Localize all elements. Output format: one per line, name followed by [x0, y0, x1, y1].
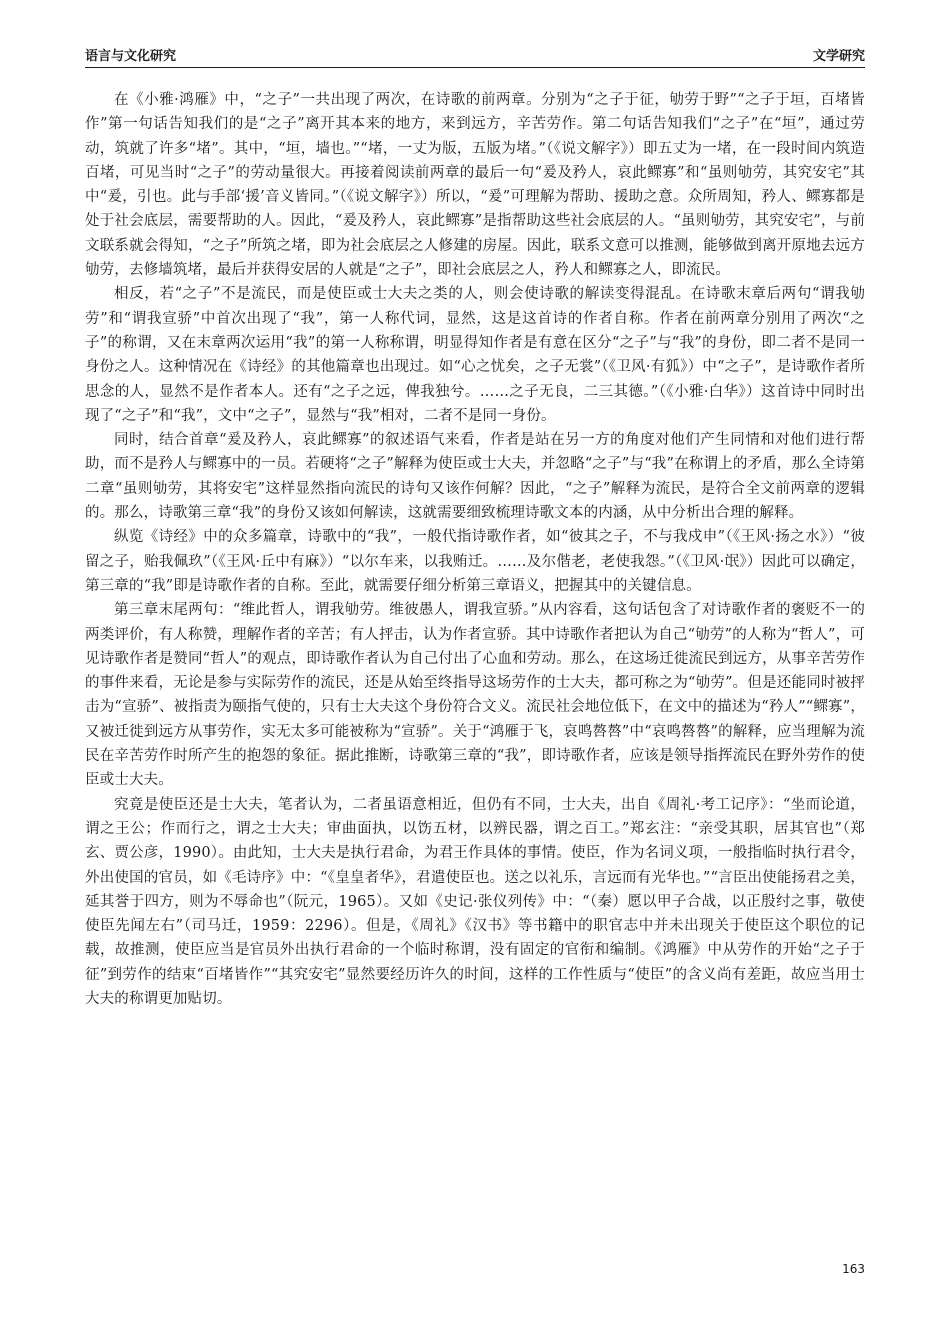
body-paragraph-4: 纵览《诗经》中的众多篇章，诗歌中的“我”，一般代指诗歌作者，如“彼其之子，不与我戍申”（《王风·扬之水》）“彼留之子，贻我佩玖”（《王风·丘中有麻》）“以尔车来，以我贿迁。……及尔偕老，老使我怨。”（《卫风·氓》）因此可以确定，第三章的“我”即是诗歌作者的自称。至此，就需要仔细分析第三章语义，把握其中的关键信息。: [85, 529, 865, 594]
body-paragraph-6: 究竟是使臣还是士大夫，笔者认为，二者虽语意相近，但仍有不同，士大夫，出自《周礼·考工记序》：“坐而论道，谓之王公；作而行之，谓之士大夫；审曲面执，以饬五材，以辨民器，谓之百工。”郑玄注：“亲受其职，居其官也”（郑玄、贾公彦，1990）。由此知，士大夫是执行君命，为君王作具体的事情。使臣，作为名词义项，一般指临时执行君令，外出使国的官员，如《毛诗序》中：“《皇皇者华》，君遣使臣也。送之以礼乐，言远而有光华也。”“言臣出使能扬君之美，延其誉于四方，则为不辱命也”（阮元，1965）。又如《史记·张仪列传》中：“（秦）愿以甲子合战，以正殷纣之事，敬使使臣先闻左右”（司马迁，1959：2296）。但是，《周礼》《汉书》等书籍中的职官志中并未出现关于使臣这个职位的记载，故推测，使臣应当是官员外出执行君命的一个临时称谓，没有固定的官衔和编制。《鸿雁》中从劳作的开始“之子于征”到劳作的结束“百堵皆作”“其究安宅”显然要经历许久的时间，这样的工作性质与“使臣”的含义尚有差距，故应当用士大夫的称谓更加贴切。: [85, 796, 865, 1007]
running-header: [85, 40, 865, 68]
body-paragraph-2: 相反，若“之子”不是流民，而是使臣或士大夫之类的人，则会使诗歌的解读变得混乱。在诗歌末章后两句“谓我劬劳”和“谓我宣骄”中首次出现了“我”，第一人称代词，显然，这是这首诗的作者自称。作者在前两章分别用了两次“之子”的称谓，又在末章两次运用“我”的第一人称称谓，明显得知作者是有意在区分“之子”与“我”的身份，即二者不是同一身份之人。这种情况在《诗经》的其他篇章也出现过。如“心之忧矣，之子无裳”（《卫风·有狐》）中“之子”，是诗歌作者所思念的人，显然不是作者本人。还有“之子之远，俾我独兮。……之子无良，二三其德。”（《小雅·白华》）这首诗中同时出现了“之子”和“我”，文中“之子”，显然与“我”相对，二者不是同一身份。: [85, 286, 865, 424]
page-number: 163: [842, 1262, 865, 1276]
section-title: 文学研究: [812, 49, 865, 64]
body-paragraph-3: 同时，结合首章“爰及矜人，哀此鳏寡”的叙述语气来看，作者是站在另一方的角度对他们产生同情和对他们进行帮助，而不是矜人与鳏寡中的一员。若硬将“之子”解释为使臣或士大夫，并忽略“之子”与“我”在称谓上的矛盾，那么全诗第二章“虽则劬劳，其将安宅”这样显然指向流民的诗句又该作何解？因此，“之子”解释为流民，是符合全文前两章的逻辑的。那么，诗歌第三章“我”的身份又该如何解读，这就需要细致梳理诗歌文本的内涵，从中分析出合理的解释。: [85, 432, 865, 522]
journal-title: 语言与文化研究: [85, 49, 177, 64]
body-paragraph-1: 在《小雅·鸿雁》中，“之子”一共出现了两次，在诗歌的前两章。分别为“之子于征，劬劳于野”“之子于垣，百堵皆作”第一句话告知我们的是“之子”离开其本来的地方，来到远方，辛苦劳作。第二句话告知我们“之子”在“垣”，通过劳动，筑就了许多“堵”。其中，“垣，墙也。”“堵，一丈为版，五版为堵。”（《说文解字》）即五丈为一堵，在一段时间内筑造百堵，可见当时“之子”的劳动量很大。再接着阅读前两章的最后一句“爰及矜人，哀此鳏寡”和“虽则劬劳，其究安宅”其中“爰，引也。此与手部‘援’音义皆同。”（《说文解字》）所以，“爰”可理解为帮助、援助之意。众所周知，矜人、鳏寡都是处于社会底层，需要帮助的人。因此，“爰及矜人，哀此鳏寡”是指帮助这些社会底层的人。“虽则劬劳，其究安宅”，与前文联系就会得知，“之子”所筑之堵，即为社会底层之人修建的房屋。因此，联系文意可以推测，能够做到离开原地去远方劬劳，去修墙筑堵，最后并获得安居的人就是“之子”，即社会底层之人，矜人和鳏寡之人，即流民。: [85, 92, 865, 279]
body-paragraph-5: 第三章末尾两句：“维此哲人，谓我劬劳。维彼愚人，谓我宣骄。”从内容看，这句话包含了对诗歌作者的褒贬不一的两类评价，有人称赞，理解作者的辛苦；有人抨击，认为作者宣骄。其中诗歌作者把认为自己“劬劳”的人称为“哲人”，可见诗歌作者是赞同“哲人”的观点，即诗歌作者认为自己付出了心血和劳动。那么，在这场迁徙流民到远方，从事辛苦劳作的事件来看，无论是参与实际劳作的流民，还是从始至终指导这场劳作的士大夫，都可称之为“劬劳”。但是还能同时被抨击为“宣骄”、被指责为颐指气使的，只有士大夫这个身份符合文义。流民社会地位低下，在文中的描述为“矜人”“鳏寡”，又被迁徙到远方从事劳作，实无太多可能被称为“宣骄”。关于“鸿雁于飞，哀鸣嗸嗸”中“哀鸣嗸嗸”的解释，应当理解为流民在辛苦劳作时所产生的抱怨的象征。据此推断，诗歌第三章的“我”，即诗歌作者，应该是领导指挥流民在野外劳作的使臣或士大夫。: [85, 602, 865, 789]
article-body: [85, 88, 865, 1252]
